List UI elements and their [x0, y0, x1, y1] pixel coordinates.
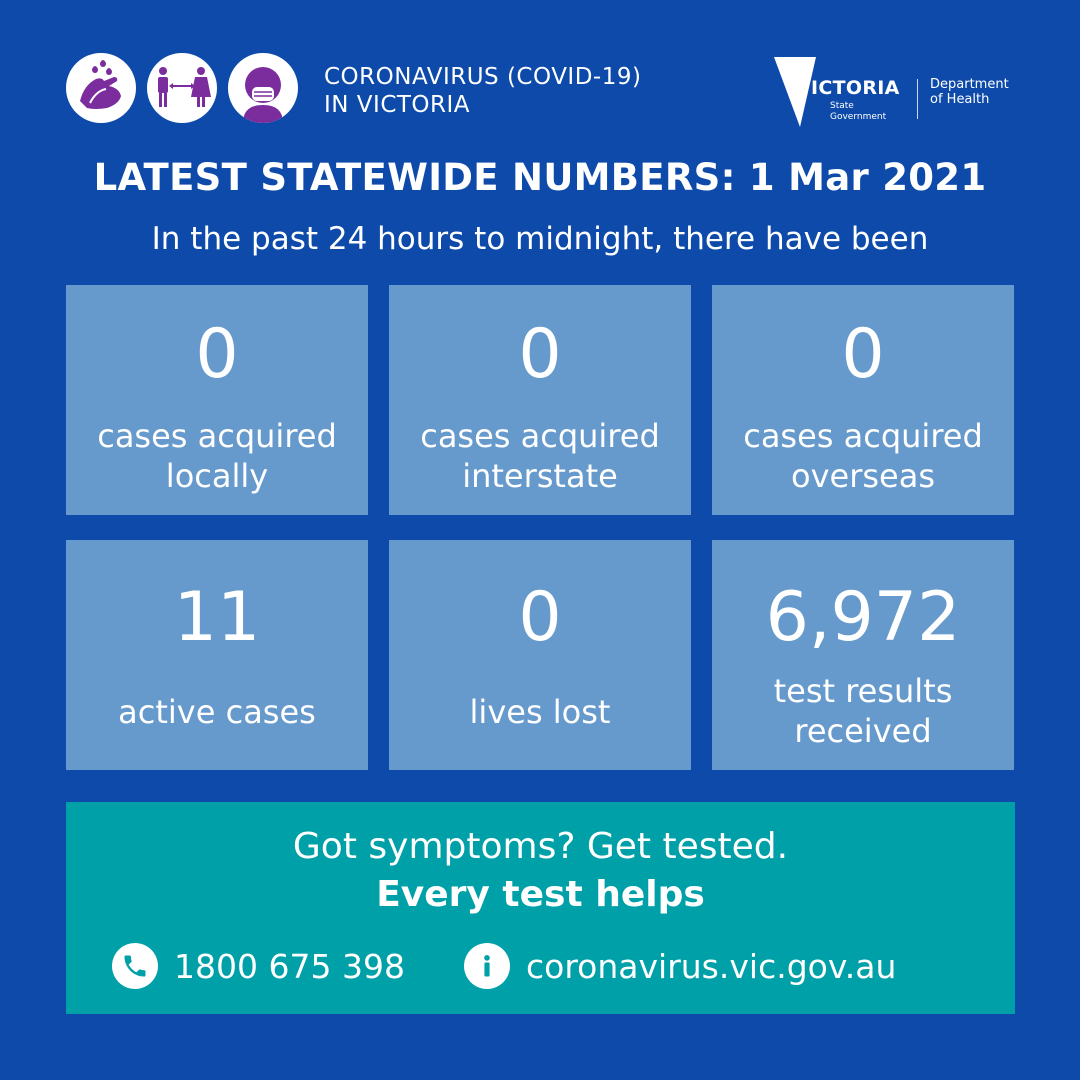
campaign-title-line1: CORONAVIRUS (COVID-19) — [324, 64, 642, 90]
cta-message: Got symptoms? Get tested. — [292, 826, 789, 867]
stat-label-line1: cases acquired — [743, 417, 983, 455]
stat-value: 0 — [518, 315, 562, 394]
stat-tile-active-cases — [66, 540, 368, 770]
logo-divider — [917, 79, 918, 119]
social-distancing-icon — [147, 53, 217, 123]
website-link[interactable]: coronavirus.vic.gov.au — [526, 946, 897, 986]
stat-label — [66, 692, 368, 732]
department-name-line1: Department — [930, 77, 1009, 92]
stat-label — [712, 416, 1014, 496]
stat-label — [712, 671, 1014, 751]
cta-tagline: Every test helps — [376, 874, 705, 915]
hand-washing-icon — [66, 53, 136, 123]
headline: LATEST STATEWIDE NUMBERS: 1 Mar 2021 — [93, 156, 987, 199]
logo-subtitle-line2: Government — [830, 112, 887, 122]
stat-label-line1: test results — [773, 672, 953, 710]
stat-value: 11 — [173, 578, 261, 657]
campaign-title-line2: IN VICTORIA — [324, 92, 471, 118]
website-contact[interactable] — [464, 942, 896, 990]
stat-label — [389, 416, 691, 496]
victoria-government-logo — [772, 55, 1022, 130]
subheadline: In the past 24 hours to midnight, there have been — [151, 221, 929, 257]
stat-label-line2: received — [794, 712, 932, 750]
stat-label-line1: cases acquired — [420, 417, 660, 455]
phone-contact[interactable] — [112, 942, 405, 990]
stat-tile-interstate — [389, 285, 691, 515]
phone-number[interactable]: 1800 675 398 — [174, 946, 405, 986]
department-name-line2: of Health — [930, 92, 990, 107]
stat-label-line2: interstate — [462, 457, 618, 495]
stat-value: 6,972 — [765, 578, 961, 657]
stat-value: 0 — [518, 578, 562, 657]
cta-panel — [66, 802, 1015, 1014]
stat-value: 0 — [195, 315, 239, 394]
stat-tile-overseas — [712, 285, 1014, 515]
stat-label-line1: cases acquired — [97, 417, 337, 455]
logo-name: VICTORIA — [796, 77, 900, 99]
stat-label-line1: lives lost — [469, 693, 611, 731]
stat-label-line2: locally — [165, 457, 269, 495]
info-icon — [464, 943, 510, 989]
department-name — [930, 77, 1009, 107]
logo-subtitle — [830, 101, 886, 123]
stat-label-line2: overseas — [791, 457, 935, 495]
stat-tile-test-results — [712, 540, 1014, 770]
campaign-title — [324, 63, 641, 119]
face-mask-icon — [228, 53, 298, 123]
stat-label-line1: active cases — [118, 693, 316, 731]
stat-label — [66, 416, 368, 496]
phone-icon — [112, 943, 158, 989]
stat-tile-lives-lost — [389, 540, 691, 770]
stat-label — [389, 692, 691, 732]
logo-subtitle-line1: State — [830, 101, 854, 111]
stat-value: 0 — [841, 315, 885, 394]
stat-tile-local — [66, 285, 368, 515]
